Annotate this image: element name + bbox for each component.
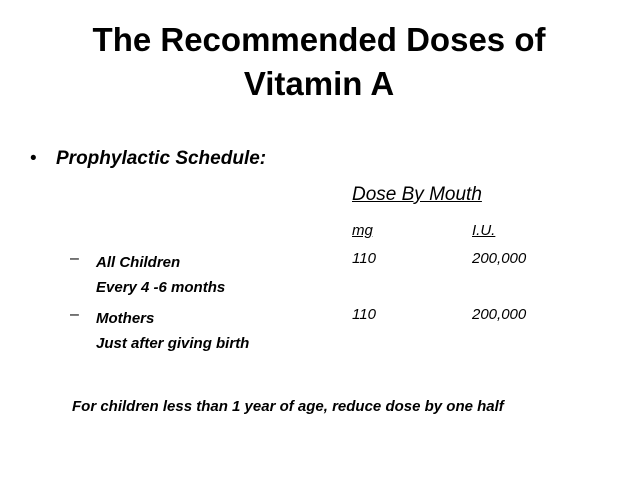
row-value-mg: 110 xyxy=(352,306,376,323)
dose-header: Dose By Mouth xyxy=(352,184,482,205)
row-value-iu: 200,000 xyxy=(472,306,527,323)
dash-icon: – xyxy=(70,306,79,323)
row-label-line: Every 4 -6 months xyxy=(96,279,226,296)
bullet-icon: • xyxy=(30,148,37,169)
title-line-1: The Recommended Doses of xyxy=(92,21,546,58)
row-label-line: All Children xyxy=(96,254,181,271)
row-value-iu: 200,000 xyxy=(472,250,527,267)
title-line-2: Vitamin A xyxy=(243,65,395,102)
row-label-line: Just after giving birth xyxy=(96,335,250,352)
unit-mg-header: mg xyxy=(352,222,373,239)
bullet-text: Prophylactic Schedule: xyxy=(56,148,267,169)
row-value-mg: 110 xyxy=(352,250,376,267)
slide-title xyxy=(0,18,638,106)
row-label-line: Mothers xyxy=(96,310,155,327)
dose-note: For children less than 1 year of age, reduce dose by one half xyxy=(72,398,504,415)
row-label-children xyxy=(96,250,225,300)
dash-icon: – xyxy=(70,250,79,267)
unit-iu-header: I.U. xyxy=(472,222,496,239)
bullet-item xyxy=(30,146,266,172)
row-label-mothers xyxy=(96,306,249,356)
